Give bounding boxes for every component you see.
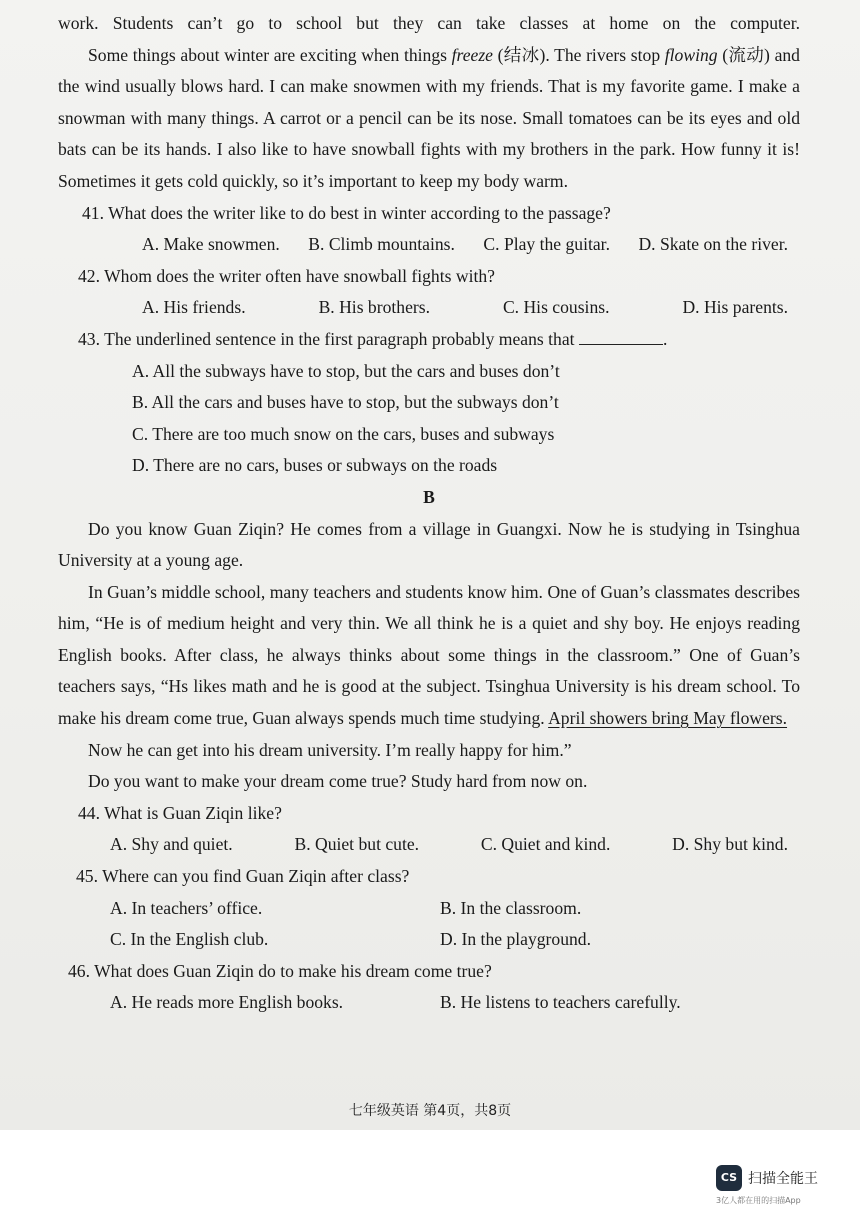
question-43-stem: 43. The underlined sentence in the first paragraph probably means that . <box>58 324 800 356</box>
option-d: D. There are no cars, buses or subways on the roads <box>132 455 498 476</box>
option-b: B. He listens to teachers carefully. <box>440 992 681 1013</box>
passage-a-line: work. Students can’t go to school but they can take classes at home on the computer. <box>58 13 800 33</box>
option-b: B. His brothers. <box>318 297 430 318</box>
option-c: C. There are too much snow on the cars, buses and subways <box>132 423 555 444</box>
option-c: C. In the English club. <box>110 929 269 950</box>
watermark-app-name: 扫描全能王 <box>748 1171 818 1187</box>
option-d: D. In the playground. <box>440 929 591 950</box>
passage-b-paragraph-4: Do you want to make your dream come true? Study hard from now on. <box>88 771 588 792</box>
option-b: B. In the classroom. <box>440 897 582 918</box>
question-42-stem: 42. Whom does the writer often have snowball fights with? <box>78 265 495 286</box>
scanner-watermark <box>716 1165 846 1205</box>
option-d: D. His parents. <box>682 297 788 318</box>
text-run: (流动) and the wind usually blows hard. I can make snowmen with my friends. That is my favorite game. I make a snowman with many things. A carrot or a pencil can be its nose. Small tomatoes can be its eyes and old bats can be its hands. I also like to have snowball fights with my brothers in the park. How funny it is! Sometimes it gets cold quickly, so it’s important to keep my body warm. <box>58 44 800 191</box>
question-41-options <box>58 229 800 261</box>
question-46-stem: 46. What does Guan Ziqin do to make his dream come true? <box>68 960 492 981</box>
option-c: C. Quiet and kind. <box>480 834 611 855</box>
passage-a-paragraph <box>58 40 800 198</box>
watermark-tagline: 3亿人都在用的扫描App <box>716 1196 801 1205</box>
option-d: D. Shy but kind. <box>672 834 788 855</box>
stem-text: 43. The underlined sentence in the first paragraph probably means that <box>78 328 575 349</box>
text-run: In Guan’s middle school, many teachers and students know him. One of Guan’s classmates describes him, “He is of medium height and very thin. We all think he is a quiet and shy boy. He enjoys reading English books. After class, he always thinks about some things in the classroom.” One of Guan’s teachers says, “Hs likes math and he is good at the subject. Tsinghua University is his dream school. To make his dream come true, Guan always spends much time studying. <box>58 581 800 729</box>
question-41-stem: 41. What does the writer like to do best in winter according to the passage? <box>82 202 611 223</box>
question-44-options <box>58 829 800 861</box>
section-title: B <box>423 486 435 507</box>
option-a: A. His friends. <box>142 297 246 318</box>
question-45-stem: 45. Where can you find Guan Ziqin after class? <box>76 866 410 887</box>
passage-b-paragraph-2 <box>58 577 800 735</box>
page-footer: 七年级英语 第4页，共8页 <box>348 1103 512 1119</box>
option-a: A. In teachers’ office. <box>110 897 263 918</box>
text-run: Some things about winter are exciting when things <box>88 44 447 65</box>
option-c: C. Play the guitar. <box>483 234 610 255</box>
option-a: A. Make snowmen. <box>142 234 280 255</box>
answer-blank <box>579 326 663 345</box>
option-d: D. Skate on the river. <box>638 234 788 255</box>
italic-word: freeze <box>451 44 493 65</box>
option-c: C. His cousins. <box>502 297 610 318</box>
camscanner-logo-icon: CS <box>716 1165 742 1191</box>
question-45-options-row-1 <box>58 893 800 925</box>
passage-b-paragraph-1: Do you know Guan Ziqin? He comes from a village in Guangxi. Now he is studying in Tsinghua University at a young age. <box>58 518 800 571</box>
option-a: A. Shy and quiet. <box>110 834 233 855</box>
underlined-sentence: April showers bring May flowers. <box>548 708 788 729</box>
question-44-stem: 44. What is Guan Ziqin like? <box>78 802 282 823</box>
option-a: A. All the subways have to stop, but the cars and buses don’t <box>132 360 560 381</box>
option-b: B. Quiet but cute. <box>294 834 420 855</box>
passage-b-paragraph-3: Now he can get into his dream university. I’m really happy for him.” <box>88 739 572 760</box>
question-46-options <box>58 987 800 1019</box>
exam-content <box>58 8 800 1019</box>
italic-word: flowing <box>664 44 718 65</box>
question-42-options <box>58 292 800 324</box>
question-45-options-row-2 <box>58 924 800 956</box>
option-b: B. Climb mountains. <box>308 234 455 255</box>
text-run: (结冰). The rivers stop <box>497 44 661 65</box>
option-a: A. He reads more English books. <box>110 992 344 1013</box>
option-b: B. All the cars and buses have to stop, but the subways don’t <box>132 392 559 413</box>
